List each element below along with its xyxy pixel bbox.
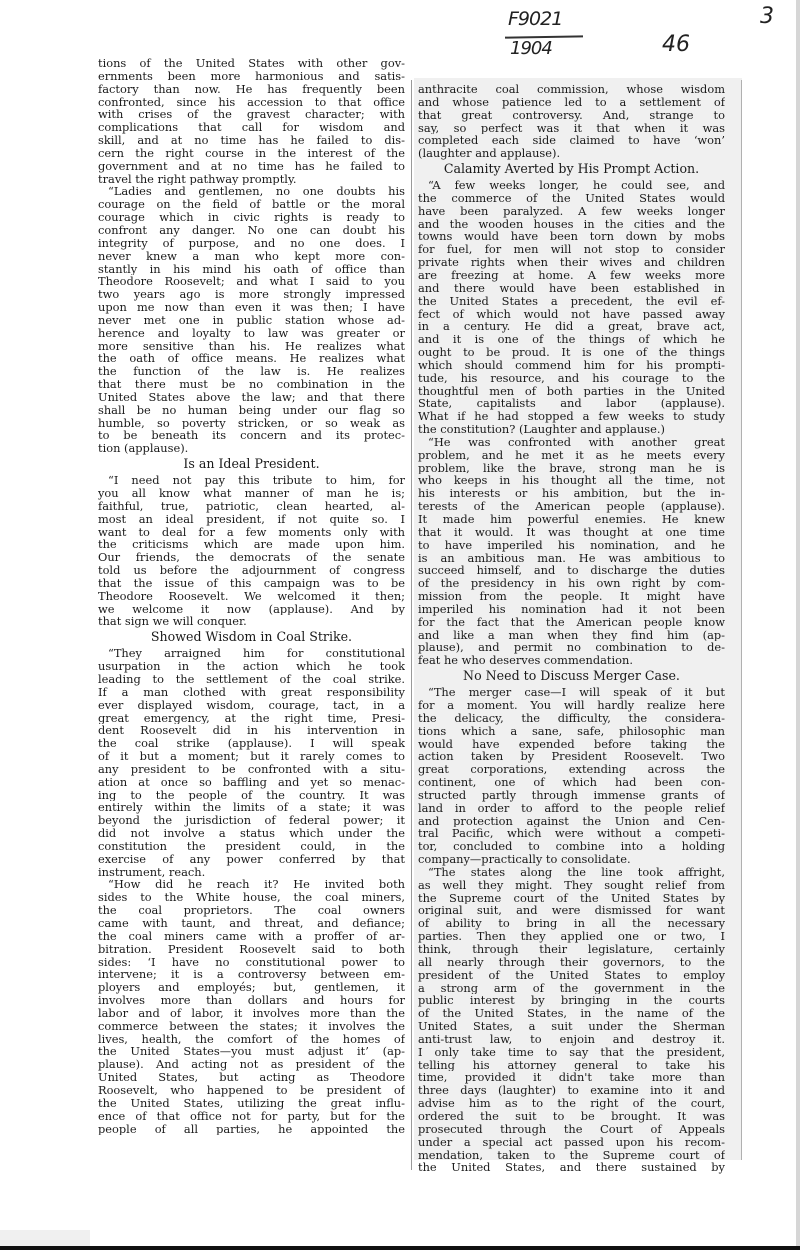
text-line: his interests or his ambition, but the in- xyxy=(418,487,725,501)
text-line: tral Pacific, which were without a competi- xyxy=(418,827,725,841)
text-line: terests of the American people (applause). xyxy=(418,500,725,513)
text-line: tude, his resource, and his courage to the xyxy=(418,371,725,385)
text-line: people of all parties, he appointed the xyxy=(98,1122,405,1136)
text-line: tions which a sane, safe, philosophic man xyxy=(418,724,725,738)
text-line: two years ago is more strongly impressed xyxy=(98,288,405,302)
text-line: the United States, utilizing the great influ- xyxy=(98,1096,405,1110)
text-line: “A few weeks longer, he could see, and xyxy=(428,179,725,192)
text-line: are freezing at home. A few weeks more xyxy=(418,268,725,282)
text-line: parties. Then they applied one or two, I xyxy=(418,930,725,943)
paragraph xyxy=(418,436,725,667)
section-heading: No Need to Discuss Merger Case. xyxy=(463,668,680,684)
text-line: Our friends, the democrats of the senate xyxy=(98,551,405,565)
text-line: entirely within the limits of a state; it was xyxy=(98,801,405,815)
section-heading: Is an Ideal President. xyxy=(183,456,320,472)
scan-noise xyxy=(0,1230,90,1246)
text-line: advise him as to the right of the court, xyxy=(418,1097,725,1110)
text-line: I only take time to say that the president, xyxy=(418,1045,725,1059)
text-line: that the issue of this campaign was to be xyxy=(98,576,405,590)
text-line: any president to be confronted with a situ- xyxy=(98,762,405,776)
text-line: “The merger case—I will speak of it but xyxy=(428,686,725,699)
text-line: would have expended before taking the xyxy=(418,737,725,751)
text-line: did not involve a status which under the xyxy=(98,827,405,840)
page-number: 46 xyxy=(662,32,690,57)
text-line: fect of which would not have passed away xyxy=(418,307,725,321)
text-line: sides to the White house, the coal miners, xyxy=(98,891,405,905)
text-line: completed each side claimed to have ‘won’ xyxy=(418,134,725,148)
text-line: and there would have been established in xyxy=(418,281,725,295)
text-line: cern the right course in the interest of the xyxy=(98,146,405,160)
text-line: the criticisms which are made upon him. xyxy=(98,538,405,552)
text-line: complications that call for wisdom and xyxy=(98,121,405,135)
text-line: United States, a suit under the Sherman xyxy=(418,1020,725,1033)
text-line: problem, and he met it as he meets every xyxy=(418,448,725,462)
text-line: mission from the people. It might have xyxy=(418,590,725,603)
text-line: confront any danger. No one can doubt his xyxy=(98,223,405,237)
text-line: for the fact that the American people know xyxy=(418,615,725,629)
text-line: skill, and at no time has he failed to dis- xyxy=(98,134,405,147)
text-line: want to deal for a few moments only with xyxy=(98,525,405,539)
text-line: United States, but acting as Theodore xyxy=(98,1071,405,1084)
text-line: ing to the people of the country. It was xyxy=(98,788,405,802)
text-line: humble, so poverty stricken, or so weak as xyxy=(98,416,405,430)
text-line: ation at once so baffling and yet so menac- xyxy=(98,775,405,789)
text-line: president of the United States to employ xyxy=(418,968,725,982)
text-line: time, provided it didn't take more than xyxy=(418,1071,725,1085)
text-line: the coal miners came with a proffer of ar- xyxy=(98,929,405,943)
text-line: public interest by bringing in the courts xyxy=(418,994,725,1008)
text-line: a strong arm of the government in the xyxy=(418,981,725,995)
text-line: (laughter and applause). xyxy=(418,147,561,161)
text-line: shall be no human being under our flag so xyxy=(98,403,405,417)
text-line: imperiled his nomination had it not been xyxy=(418,602,725,616)
text-line: United States above the law; and that there xyxy=(98,390,405,404)
text-line: land in order to afford to the people relief xyxy=(418,801,725,815)
text-line: ordered the suit to be brought. It was xyxy=(418,1109,725,1123)
text-line: ought to be proud. It is one of the things xyxy=(418,346,725,359)
text-line: who keeps in his thought all the time, not xyxy=(418,474,725,488)
text-line: sides: ‘I have no constitutional power to xyxy=(98,955,405,969)
text-line: instrument, reach. xyxy=(98,865,206,879)
text-line: anti-trust law, to enjoin and destroy it. xyxy=(418,1032,725,1046)
column-divider xyxy=(411,80,412,1170)
text-line: leading to the settlement of the coal strike. xyxy=(98,672,405,686)
text-line: and protection against the Union and Cen- xyxy=(418,814,725,828)
archive-code: F9021 xyxy=(508,8,563,30)
text-line: to be beneath its concern and its protec- xyxy=(98,429,405,443)
text-line: great corporations, extending across the xyxy=(418,763,725,777)
scan-edge-right xyxy=(796,0,800,1250)
text-line: integrity of purpose, and no one does. I xyxy=(98,236,405,250)
text-line: in a century. He did a great, brave act, xyxy=(418,320,725,334)
paragraph xyxy=(418,179,725,436)
text-line: never knew a man who kept more con- xyxy=(98,249,405,263)
text-line: we welcome it now (applause). And by xyxy=(98,602,405,616)
text-line: the function of the law is. He realizes xyxy=(98,365,405,379)
text-line: and it is one of the things of which he xyxy=(418,333,725,347)
text-line: stantly in his mind his oath of office than xyxy=(98,262,405,276)
text-line: continent, one of which had been con- xyxy=(418,776,725,789)
text-line: commerce between the states; it involves the xyxy=(98,1019,405,1033)
text-line: intervene; it is a controversy between em- xyxy=(98,968,405,982)
text-line: lives, health, the comfort of the homes of xyxy=(98,1032,405,1046)
text-line: upon me now than even it was then; I have xyxy=(98,301,405,314)
text-line: towns would have been torn down by mobs xyxy=(418,230,725,244)
paragraph xyxy=(98,57,405,185)
text-line: came with taunt, and threat, and defiance; xyxy=(98,917,405,930)
text-line: the coal proprietors. The coal owners xyxy=(98,904,405,917)
paragraph xyxy=(98,647,405,878)
text-line: travel the right pathway promptly. xyxy=(98,172,297,186)
text-line: “How did he reach it? He invited both xyxy=(108,878,405,892)
text-line: ever displayed wisdom, courage, tact, in a xyxy=(98,698,405,712)
text-line: feat he who deserves commendation. xyxy=(418,654,633,668)
text-line: plause). And acting not as president of the xyxy=(98,1058,405,1072)
text-line: “Ladies and gentlemen, no one doubts his xyxy=(108,185,405,199)
text-line: succeed himself, and to discharge the duties xyxy=(418,564,725,578)
text-line: the coal strike (applause). I will speak xyxy=(98,737,405,751)
text-line: “They arraigned him for constitutional xyxy=(108,647,405,661)
text-line: for fuel, for men will not stop to consider xyxy=(418,243,725,257)
text-line: say, so perfect was it that when it was xyxy=(418,121,725,135)
text-line: government and at no time has he failed to xyxy=(98,159,405,173)
text-line: the constitution? (Laughter and applause.) xyxy=(418,423,665,436)
left-column xyxy=(98,57,405,1135)
text-line: never met one in public station whose ad- xyxy=(98,313,405,327)
archive-year: 1904 xyxy=(510,38,552,59)
text-line: all nearly through their governors, to the xyxy=(418,955,725,969)
text-line: and like a man when they find him (ap- xyxy=(418,628,725,642)
text-line: telling his attorney general to take his xyxy=(418,1058,725,1072)
paragraph xyxy=(98,878,405,1135)
text-line: the commerce of the United States would xyxy=(418,191,725,205)
text-line: the Supreme court of the United States by xyxy=(418,891,725,905)
text-line: courage on the field of battle or the moral xyxy=(98,198,405,212)
text-line: for a moment. You will hardly realize here xyxy=(418,698,725,712)
text-line: anthracite coal commission, whose wisdom xyxy=(418,83,725,96)
text-line: State, capitalists and labor (applause). xyxy=(418,397,725,411)
text-line: the oath of office means. He realizes what xyxy=(98,352,405,366)
text-line: courage which in civic rights is ready to xyxy=(98,211,405,224)
text-line: herence and loyalty to law was greater or xyxy=(98,326,405,340)
text-line: and the wooden houses in the cities and the xyxy=(418,217,725,231)
text-line: with crises of the gravest character; with xyxy=(98,108,405,122)
text-line: problem, like the brave, strong man he is xyxy=(418,461,725,475)
text-line: is an ambitious man. He was ambitious to xyxy=(418,551,725,565)
text-line: ence of that office not for party, but for the xyxy=(98,1109,405,1123)
text-line: that it would. It was thought at one time xyxy=(418,525,725,539)
text-line: of the United States, in the name of the xyxy=(418,1007,725,1021)
text-line: constitution the president could, in the xyxy=(98,839,405,853)
text-line: action taken by President Roosevelt. Two xyxy=(418,750,725,764)
text-line: It made him powerful enemies. He knew xyxy=(418,513,725,526)
text-line: Theodore Roosevelt; and what I said to you xyxy=(98,275,405,289)
text-line: bitration. President Roosevelt said to both xyxy=(98,942,405,956)
paragraph xyxy=(98,185,405,455)
text-line: that great controversy. And, strange to xyxy=(418,108,725,122)
text-line: original suit, and were dismissed for want xyxy=(418,904,725,918)
text-line: structed partly through immense grants of xyxy=(418,788,725,802)
text-line: three days (laughter) to examine into it and xyxy=(418,1084,725,1098)
text-line: private rights when their wives and children xyxy=(418,256,725,269)
text-line: company—practically to consolidate. xyxy=(418,853,631,866)
text-line: which should commend him for his prompti- xyxy=(418,358,725,372)
scan-edge-bottom xyxy=(0,1246,800,1250)
text-line: exercise of any power conferred by that xyxy=(98,852,405,866)
text-line: ernments been more harmonious and satis- xyxy=(98,69,405,83)
text-line: of it but a moment; but it rarely comes to xyxy=(98,750,405,763)
right-column xyxy=(418,83,725,1174)
text-line: involves more than dollars and hours for xyxy=(98,994,405,1007)
text-line: as well they might. They sought relief from xyxy=(418,878,725,892)
text-line: thoughtful men of both parties in the United xyxy=(418,384,725,398)
text-line: beyond the jurisdiction of federal power; it xyxy=(98,814,405,828)
text-line: most an ideal president, if not quite so. I xyxy=(98,512,405,526)
text-line: have been paralyzed. A few weeks longer xyxy=(418,204,725,218)
text-line: the delicacy, the difficulty, the considera- xyxy=(418,711,725,725)
corner-number: 3 xyxy=(760,4,774,29)
text-line: What if he had stopped a few weeks to study xyxy=(418,410,725,424)
text-line: that there must be no combination in the xyxy=(98,378,405,391)
clipping-edge xyxy=(741,80,742,1160)
text-line: that sign we will conquer. xyxy=(98,615,247,629)
text-line: under a special act passed upon his recom- xyxy=(418,1135,725,1149)
section-heading: Showed Wisdom in Coal Strike. xyxy=(150,629,353,645)
text-line: to have imperiled his nomination, and he xyxy=(418,538,725,552)
text-line: usurpation in the action which he took xyxy=(98,660,405,673)
text-line: confronted, since his accession to that office xyxy=(98,95,405,109)
text-line: “The states along the line took affright, xyxy=(428,865,725,879)
text-line: the United States—you must adjust it’ (ap- xyxy=(98,1045,405,1059)
text-line: more sensitive than his. He realizes what xyxy=(98,339,405,353)
section-heading: Calamity Averted by His Prompt Action. xyxy=(443,161,700,177)
text-line: great emergency, at the right time, Presi- xyxy=(98,711,405,725)
text-line: dent Roosevelt did in his intervention in xyxy=(98,724,405,738)
paragraph xyxy=(418,686,725,866)
text-line: think, through their legislature, certainly xyxy=(418,943,725,956)
text-line: factory than now. He has frequently been xyxy=(98,82,405,96)
text-line: told us before the adjournment of congress xyxy=(98,564,405,577)
text-line: mendation, taken to the Supreme court of xyxy=(418,1148,725,1162)
text-line: prosecuted through the Court of Appeals xyxy=(418,1122,725,1136)
text-line: the United States a precedent, the evil ef- xyxy=(418,294,725,308)
text-line: tor, concluded to combine into a holding xyxy=(418,840,725,854)
text-line: faithful, true, patriotic, clean hearted, al- xyxy=(98,499,405,513)
text-line: you all know what manner of man he is; xyxy=(98,487,405,500)
text-line: If a man clothed with great responsibility xyxy=(98,685,405,699)
text-line: tion (applause). xyxy=(98,442,189,456)
text-line: “I need not pay this tribute to him, for xyxy=(108,474,405,487)
text-line: Roosevelt, who happened to be president of xyxy=(98,1083,405,1097)
text-line: of the presidency in his own right by com- xyxy=(418,577,725,591)
text-line: of ability to bring in all the necessary xyxy=(418,917,725,931)
paragraph xyxy=(98,474,405,628)
text-line: labor and of labor, it involves more than the xyxy=(98,1006,405,1020)
text-line: tions of the United States with other gov- xyxy=(98,57,405,70)
text-line: and whose patience led to a settlement of xyxy=(418,95,725,109)
text-line: “He was confronted with another great xyxy=(428,435,725,449)
text-line: the United States, and there sustained by xyxy=(418,1161,725,1175)
paragraph xyxy=(418,83,725,160)
text-line: ployers and employés; but, gentlemen, it xyxy=(98,981,405,995)
text-line: Theodore Roosevelt. We welcomed it then; xyxy=(98,589,405,603)
paragraph xyxy=(418,866,725,1174)
text-line: plause), and permit no combination to de- xyxy=(418,641,725,655)
